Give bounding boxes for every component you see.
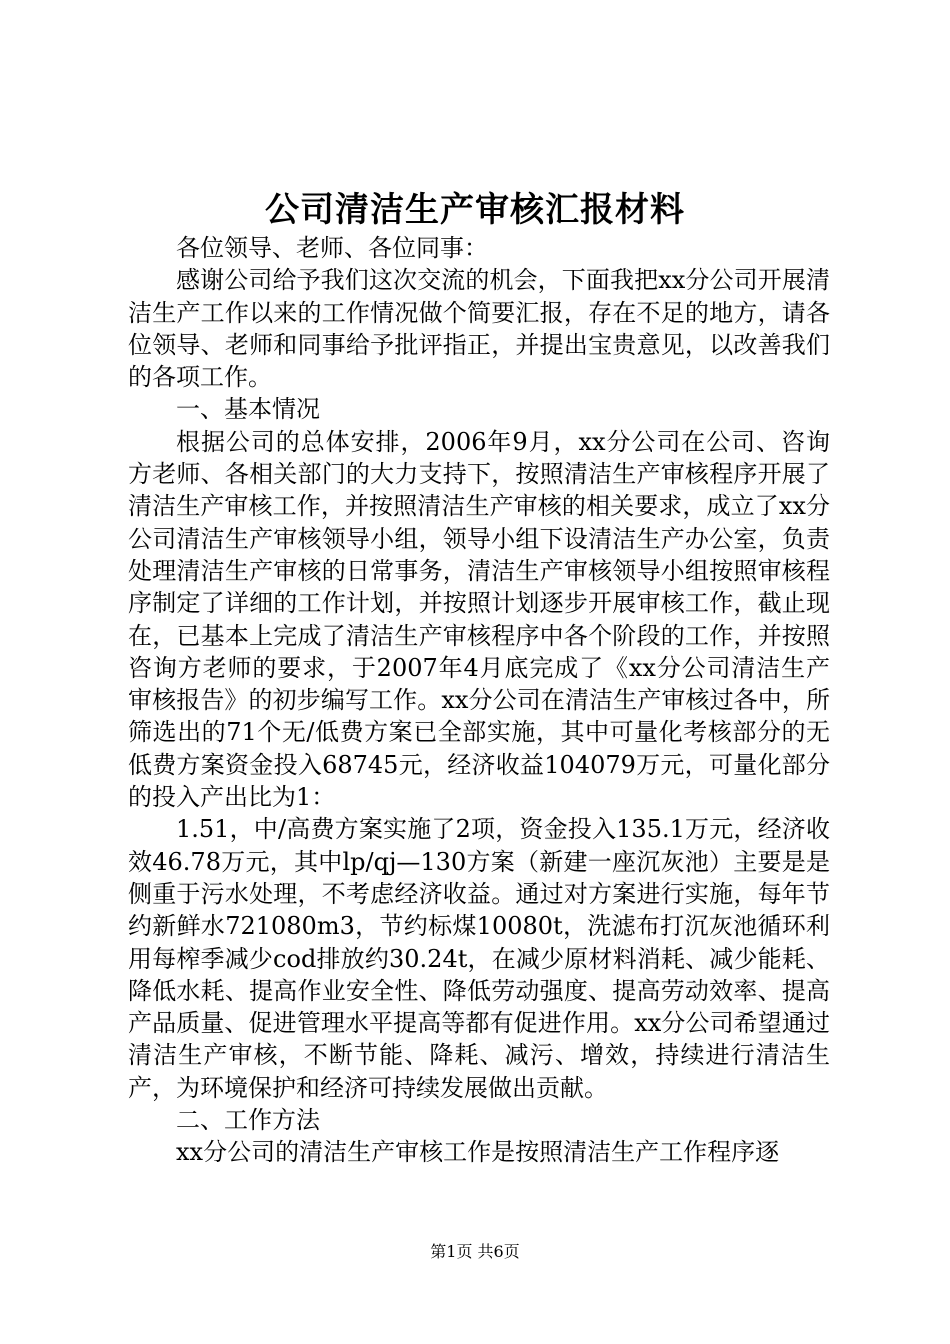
- basic-situation-paragraph: 根据公司的总体安排，2006年9月，xx分公司在公司、咨询方老师、各相关部门的大力支持下，按照清洁生产审核程序开展了清洁生产审核工作，并按照清洁生产审核的相关要求，成立了xx分公司清洁生产审核领导小组，领导小组下设清洁生产办公室，负责处理清洁生产审核的日常事务，清洁生产审核领导小组按照审核程序制定了详细的工作计划，并按照计划逐步开展审核工作，截止现在，已基本上完成了清洁生产审核程序中各个阶段的工作，并按照咨询方老师的要求，于2007年4月底完成了《xx分公司清洁生产审核报告》的初步编写工作。xx分公司在清洁生产审核过各中，所筛选出的71个无/低费方案已全部实施，其中可量化考核部分的无低费方案资金投入68745元，经济收益104079万元，可量化部分的投入产出比为1：: [128, 427, 830, 812]
- page-number-footer: 第1页 共6页: [430, 1242, 520, 1261]
- intro-paragraph: 感谢公司给予我们这次交流的机会，下面我把xx分公司开展清洁生产工作以来的工作情况做个简要汇报，存在不足的地方，请各位领导、老师和同事给予批评指正，并提出宝贵意见，以改善我们的各项工作。: [128, 266, 830, 392]
- document-body: [128, 232, 830, 1169]
- document-title: 公司清洁生产审核汇报材料: [265, 190, 685, 230]
- section-heading-work-method: 二、工作方法: [176, 1106, 320, 1135]
- section-heading-basic-situation: 一、基本情况: [176, 395, 320, 424]
- salutation: 各位领导、老师、各位同事：: [176, 234, 488, 262]
- results-paragraph: 1.51，中/高费方案实施了2项，资金投入135.1万元，经济收效46.78万元，其中lp/qj—130方案（新建一座沉灰池）主要是是侧重于污水处理，不考虑经济收益。通过对方案进行实施，每年节约新鲜水721080m3，节约标煤10080t，洗滤布打沉灰池循环利用每榨季减少cod排放约30.24t，在减少原材料消耗、减少能耗、降低水耗、提高作业安全性、降低劳动强度、提高劳动效率、提高产品质量、促进管理水平提高等都有促进作用。xx分公司希望通过清洁生产审核，不断节能、降耗、减污、增效，持续进行清洁生产，为环境保护和经济可持续发展做出贡献。: [128, 815, 830, 1102]
- work-method-paragraph: xx分公司的清洁生产审核工作是按照清洁生产工作程序逐: [176, 1138, 780, 1167]
